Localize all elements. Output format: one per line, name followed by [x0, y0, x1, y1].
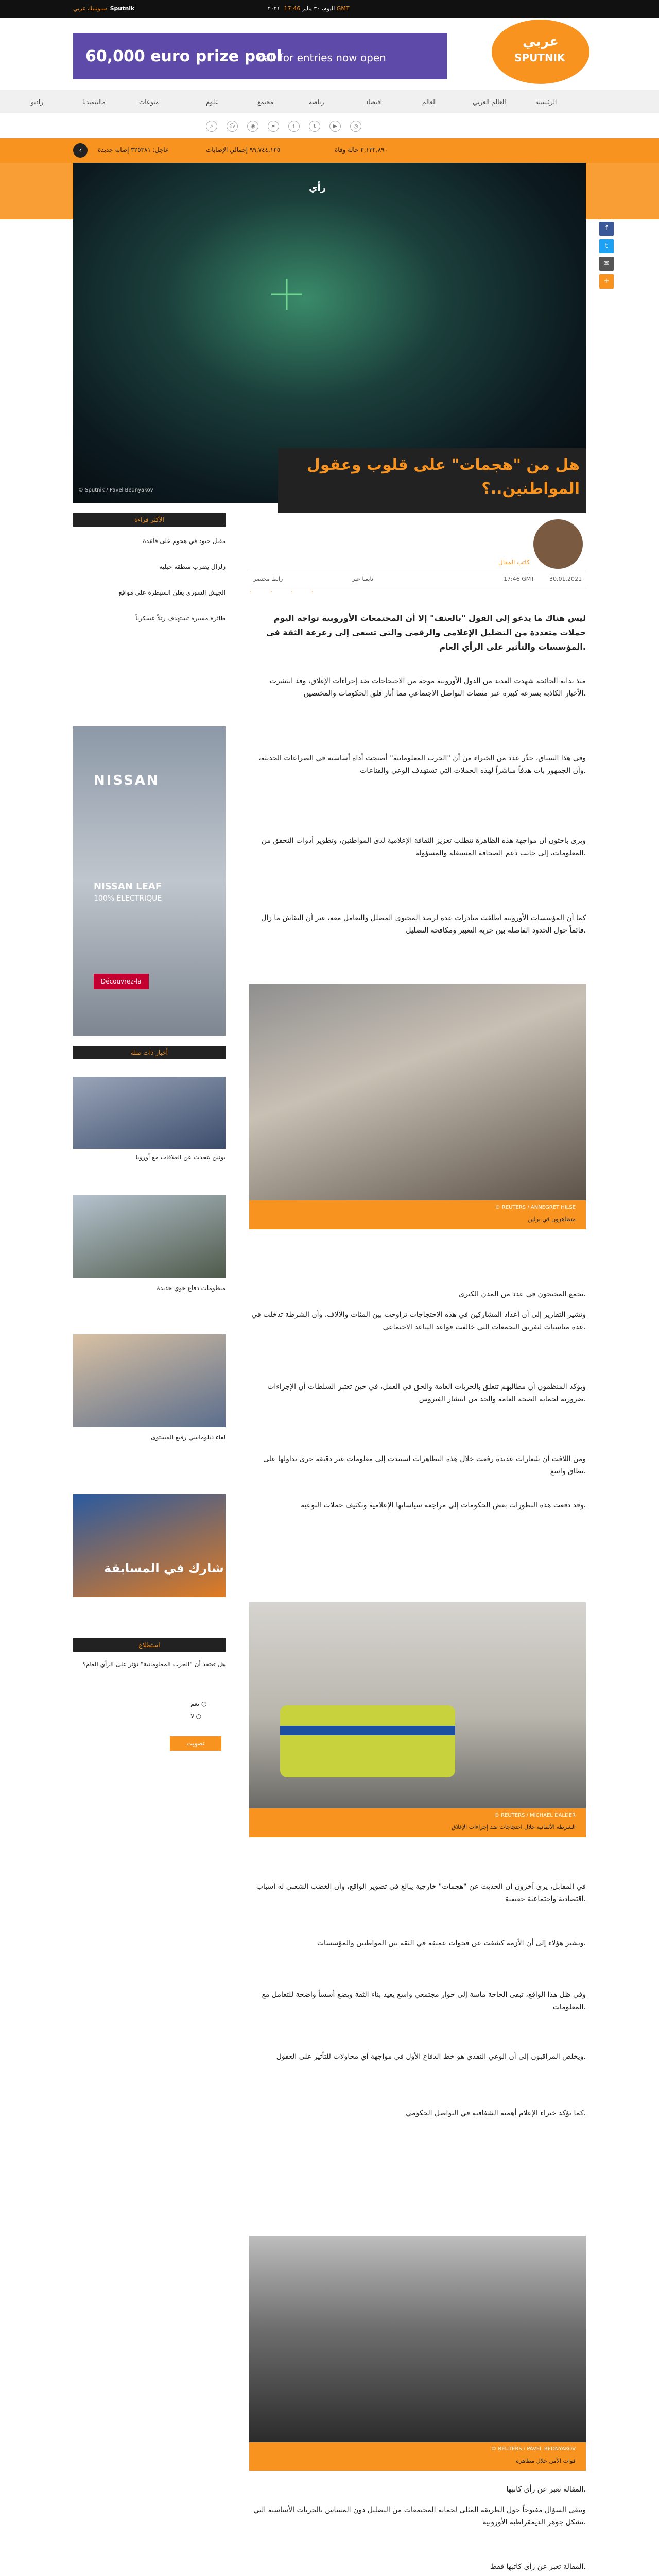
rss-icon[interactable]: ◉	[247, 121, 258, 132]
article-lead: ليس هناك ما يدعو إلى القول "بالعنف" إلا أن المجتمعات الأوروبية تواجه اليوم حملات متعددة من التضليل الإعلامي والرقمي والتي تسعى إلى زعزعة الثقة في المؤسسات والتأثير على الرأي العام.	[266, 613, 586, 652]
van-stripe	[280, 1726, 455, 1735]
sidebar-head-related: أخبار ذات صلة	[73, 1046, 226, 1059]
ad-banner[interactable]	[73, 33, 447, 79]
ticker-prev-button[interactable]: ‹	[73, 143, 88, 158]
instagram-icon[interactable]: ◎	[350, 121, 361, 132]
user-icon[interactable]: ☺	[227, 121, 238, 132]
ticker-item[interactable]: ٢,١٣٢,٨٩٠ حالة وفاة	[335, 146, 388, 154]
nav-item[interactable]: رياضة	[309, 98, 324, 106]
figure-caption-text: قوات الأمن خلال مظاهرة	[516, 2458, 576, 2464]
article-paragraph: تجمع المحتجون في عدد من المدن الكبرى.	[459, 1290, 586, 1298]
ad-brand: NISSAN	[94, 773, 160, 788]
article-paragraph: كما يؤكد خبراء الإعلام أهمية الشفافية في التواصل الحكومي.	[406, 2109, 586, 2117]
more-icon[interactable]: +	[599, 274, 614, 289]
article-image-police	[249, 1602, 586, 1808]
poll-option[interactable]: لا ○	[190, 1713, 202, 1720]
article-image-security	[249, 2236, 586, 2442]
article-paragraph: ويبقى السؤال مفتوحاً حول الطريقة المثلى لحماية المجتمعات من التضليل دون المساس بالحريات الأساسية التي تشكل جوهر الديمقراطية الأوروبية.	[253, 2506, 586, 2527]
sidebar-news-image[interactable]	[73, 1077, 226, 1149]
telegram-icon[interactable]: ➤	[268, 121, 279, 132]
publish-date: 30.01.2021	[549, 575, 582, 582]
twitter-icon[interactable]: t	[599, 239, 614, 253]
nav-item[interactable]: مالتيميديا	[82, 98, 106, 106]
article-paragraph: المقالة تعبر عن رأي كاتبها فقط.	[490, 2563, 586, 2571]
article-paragraph: ويؤكد المنظمون أن مطالبهم تتعلق بالحريات العامة والحق في العمل، في حين تعتبر السلطات أن الإجراءات ضرورية لحماية الصحة العامة والحد من انتشار الفيروس.	[267, 1383, 586, 1403]
banner-headline: 60,000 euro prize pool	[85, 47, 282, 65]
poll-head: استطلاع	[73, 1638, 226, 1652]
ad-cta-button[interactable]: Découvrez-la	[94, 974, 149, 989]
sidebar-news-image[interactable]	[73, 1195, 226, 1278]
hero-credit: © Sputnik / Pavel Bednyakov	[78, 487, 153, 493]
header	[0, 18, 659, 90]
page-title: هل من "هجمات" على قلوب وعقول المواطنين..؟	[306, 456, 580, 498]
facebook-icon[interactable]: f	[599, 222, 614, 236]
nav-item[interactable]: العالم العربي	[473, 98, 506, 106]
article-paragraph: وتشير التقارير إلى أن أعداد المشاركين في هذه الاحتجاجات تراوحت بين المئات والآلاف، وأن الشرطة تدخلت في عدة مناسبات لتفريق التجمعات التي خالفت قواعد التباعد الاجتماعي.	[251, 1311, 586, 1331]
ticker-item[interactable]: ٩٩,٧٤٤,١٢٥ إجمالي الإصابات	[206, 146, 281, 154]
sidebar-news-caption[interactable]: لقاء دبلوماسي رفيع المستوى	[151, 1434, 226, 1441]
facebook-icon[interactable]: f	[288, 121, 300, 132]
banner-subline: call for entries now open	[258, 52, 386, 64]
article-paragraph: وفي ظل هذا الواقع، تبقى الحاجة ماسة إلى حوار مجتمعي واسع يعيد بناء الثقة ويضع أسساً واضحة للتعامل مع المعلومات.	[262, 1991, 586, 2011]
article-paragraph: المقالة تعبر عن رأي كاتبها.	[506, 2485, 586, 2494]
comment-count[interactable]: ٠	[249, 588, 252, 595]
author-name[interactable]: كاتب المقال	[498, 558, 530, 566]
sidebar-item[interactable]: طائرة مسيرة تستهدف رتلاً عسكرياً	[135, 615, 226, 622]
nav-item[interactable]: مجتمع	[257, 98, 274, 106]
police-van	[280, 1705, 455, 1777]
article-paragraph: ويرى باحثون أن مواجهة هذه الظاهرة تتطلب تعزيز الثقافة الإعلامية لدى المواطنين، وتطوير أدوات التحقق من المعلومات، إلى جانب دعم الصحافة المستقلة والمسؤولة.	[261, 837, 586, 857]
share-count[interactable]: ٠	[290, 588, 293, 595]
action-row	[249, 587, 586, 598]
figure-caption	[249, 2442, 586, 2471]
nav-item[interactable]: العالم	[422, 98, 437, 106]
sidebar-news-image[interactable]	[73, 1334, 226, 1427]
poll-question: هل تعتقد أن "الحرب المعلوماتية" تؤثر على الرأي العام؟	[82, 1660, 226, 1668]
logo-latin: SPUTNIK	[514, 52, 565, 64]
sidebar-news-caption[interactable]: بوتين يتحدث عن العلاقات مع أوروبا	[135, 1154, 226, 1161]
contest-banner[interactable]	[73, 1494, 226, 1597]
article-paragraph: في المقابل، يرى آخرون أن الحديث عن "هجمات" خارجية يبالغ في تصوير الواقع، وأن الغضب الشعبي له أسباب اقتصادية واجتماعية حقيقية.	[256, 1883, 586, 1903]
social-row	[0, 113, 659, 138]
article-paragraph: ويشير هؤلاء إلى أن الأزمة كشفت عن فجوات عميقة في الثقة بين المواطنين والمؤسسات.	[317, 1939, 586, 1947]
figure-credit: © REUTERS / MICHAEL DALDER	[494, 1812, 576, 1818]
email-icon[interactable]: ✉	[599, 257, 614, 271]
like-count[interactable]: ٠	[270, 588, 273, 595]
poll-vote-button[interactable]: تصويت	[170, 1736, 221, 1751]
article-paragraph: ويخلص المراقبون إلى أن الوعي النقدي هو خط الدفاع الأول في مواجهة أي محاولات للتأثير على العقول.	[276, 2053, 586, 2061]
search-icon[interactable]: ⌕	[206, 121, 217, 132]
section-tag[interactable]: رأي	[309, 182, 326, 193]
figure-caption	[249, 1200, 586, 1229]
sidebar-item[interactable]: مقتل جنود في هجوم على قاعدة	[143, 537, 226, 545]
avatar[interactable]	[533, 519, 583, 569]
sidebar-item[interactable]: الجيش السوري يعلن السيطرة على مواقع	[118, 589, 226, 596]
article-image-protest	[249, 984, 586, 1200]
nav-item[interactable]: منوعات	[139, 98, 159, 106]
sidebar-item[interactable]: زلزال يضرب منطقة جبلية	[159, 563, 226, 570]
poll-option[interactable]: نعم ○	[190, 1700, 207, 1707]
figure-caption-text: الشرطة الألمانية خلال احتجاجات ضد إجراءات الإغلاق	[452, 1824, 576, 1831]
ad-tagline: 100% ÉLECTRIQUE	[94, 894, 162, 903]
meta-bar	[249, 571, 586, 586]
article-paragraph: وقد دفعت هذه التطورات بعض الحكومات إلى مراجعة سياساتها الإعلامية وتكثيف حملات التوعية.	[301, 1501, 586, 1510]
twitter-icon[interactable]: t	[309, 121, 320, 132]
figure-caption	[249, 1808, 586, 1837]
figure-caption-text: متظاهرون في برلين	[528, 1216, 576, 1223]
article-paragraph: ومن اللافت أن شعارات عديدة رفعت خلال هذه التظاهرات استندت إلى معلومات غير دقيقة جرى تداولها على نطاق واسع.	[263, 1455, 586, 1476]
article-paragraph: منذ بداية الجائحة شهدت العديد من الدول الأوروبية موجة من الاحتجاجات ضد إجراءات الإغلاق، وقد انتشرت الأخبار الكاذبة بسرعة كبيرة عبر منصات التواصل الاجتماعي مما أثار قلق الحكومات والمختصين.	[269, 677, 586, 698]
ad-model: NISSAN LEAF	[94, 881, 162, 892]
sidebar-ad[interactable]	[73, 726, 226, 1036]
youtube-icon[interactable]: ▶	[330, 121, 341, 132]
view-count[interactable]: ٠	[311, 588, 314, 595]
short-link[interactable]: رابط مختصر	[253, 575, 283, 582]
nav-item[interactable]: علوم	[206, 98, 219, 106]
logo-arabic: عربي	[523, 34, 559, 49]
publish-time: 17:46 GMT	[504, 575, 534, 582]
nav-item[interactable]: اقتصاد	[366, 98, 383, 106]
site-label[interactable]: سبوتنيك عربي Sputnik	[73, 5, 135, 12]
news-ticker	[0, 138, 659, 163]
nav-item[interactable]: راديو	[31, 98, 44, 106]
nav-item[interactable]: الرئيسية	[535, 98, 557, 106]
main-nav	[0, 90, 659, 114]
figure-credit: © REUTERS / ANNEGRET HILSE	[495, 1205, 576, 1210]
article-paragraph: كما أن المؤسسات الأوروبية أطلقت مبادرات عدة لرصد المحتوى المضلل والتعامل معه، غير أن النقاش ما زال قائماً حول الحدود الفاصلة بين حرية التعبير ومكافحة التضليل.	[261, 914, 586, 935]
crosshair-icon	[269, 276, 305, 312]
sidebar-head-most-read: الأكثر قراءة	[73, 513, 226, 527]
ticker-item[interactable]: عاجل: ٣٢٥٣٨١ إصابة جديدة	[98, 146, 169, 154]
figure-credit: © REUTERS / PAVEL BEDNYAKOV	[491, 2446, 576, 2452]
site-logo[interactable]	[492, 20, 589, 84]
top-bar	[0, 0, 659, 18]
date-time: اليوم، ٣٠ يناير ٢٠٢١17:46 GMT	[268, 5, 350, 12]
follow-label[interactable]: تابعنا عبر	[352, 575, 373, 582]
contest-label: شارك في المسابقة	[104, 1561, 224, 1575]
sidebar-news-caption[interactable]: منظومات دفاع جوي جديدة	[157, 1284, 226, 1292]
article-paragraph: وفي هذا السياق، حذّر عدد من الخبراء من أن "الحرب المعلوماتية" أصبحت أداة أساسية في الصراعات الحديثة، وأن الجمهور بات هدفاً مباشراً لهذه الحملات التي تستهدف الوعي والقناعات.	[258, 754, 586, 775]
